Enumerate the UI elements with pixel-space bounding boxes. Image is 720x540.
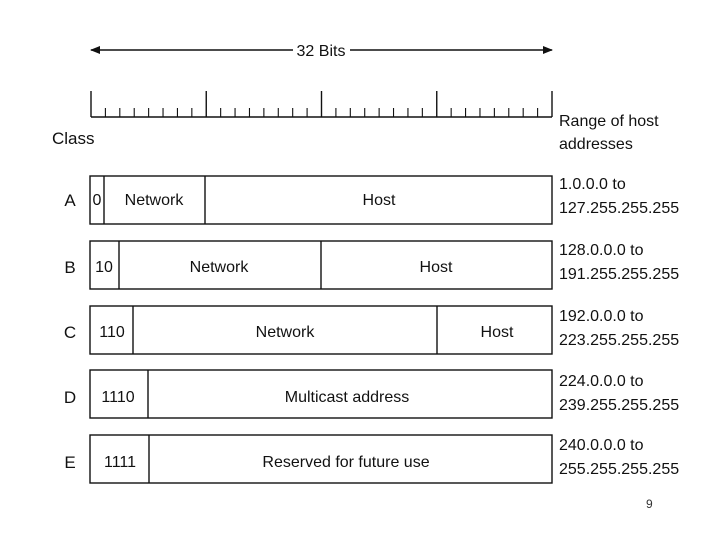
range-to: 255.255.255.255	[559, 461, 680, 478]
class-row-b	[64, 241, 679, 289]
host-field: Host	[362, 192, 396, 209]
range-to: 223.255.255.255	[559, 332, 680, 349]
class-label: E	[64, 453, 76, 472]
class-label: C	[63, 323, 77, 342]
prefix-bits: 0	[92, 192, 102, 209]
bit-ruler	[91, 91, 552, 117]
class-row-c	[64, 306, 679, 354]
host-field: Host	[419, 259, 453, 276]
range-heading-line1: Range of host	[559, 113, 659, 130]
class-row-e	[64, 435, 679, 483]
prefix-bits: 10	[95, 259, 113, 276]
range-to: 239.255.255.255	[559, 397, 680, 414]
range-from: 128.0.0.0 to	[559, 242, 644, 259]
class-row-d	[64, 370, 679, 418]
range-from: 224.0.0.0 to	[559, 373, 644, 390]
host-field: Host	[480, 324, 514, 341]
prefix-bits: 1111	[103, 454, 137, 471]
width-label: 32 Bits	[296, 43, 346, 60]
class-label: B	[64, 258, 76, 277]
range-heading-line2: addresses	[559, 136, 633, 153]
prefix-bits: 110	[99, 324, 125, 341]
range-from: 192.0.0.0 to	[559, 308, 644, 325]
network-field: Network	[255, 324, 315, 341]
bit-width-indicator	[91, 43, 552, 60]
network-field: Network	[124, 192, 184, 209]
class-row-a	[64, 176, 679, 224]
class-label: A	[64, 191, 76, 210]
range-to: 191.255.255.255	[559, 266, 680, 283]
class-label: D	[63, 388, 77, 407]
range-from: 1.0.0.0 to	[559, 176, 626, 193]
prefix-bits: 1110	[101, 389, 135, 406]
network-field: Network	[189, 259, 249, 276]
multicast-field: Multicast address	[284, 389, 410, 406]
reserved-field: Reserved for future use	[262, 454, 430, 471]
class-heading: Class	[52, 129, 95, 148]
range-from: 240.0.0.0 to	[559, 437, 644, 454]
page-number: 9	[646, 497, 653, 511]
range-to: 127.255.255.255	[559, 200, 680, 217]
